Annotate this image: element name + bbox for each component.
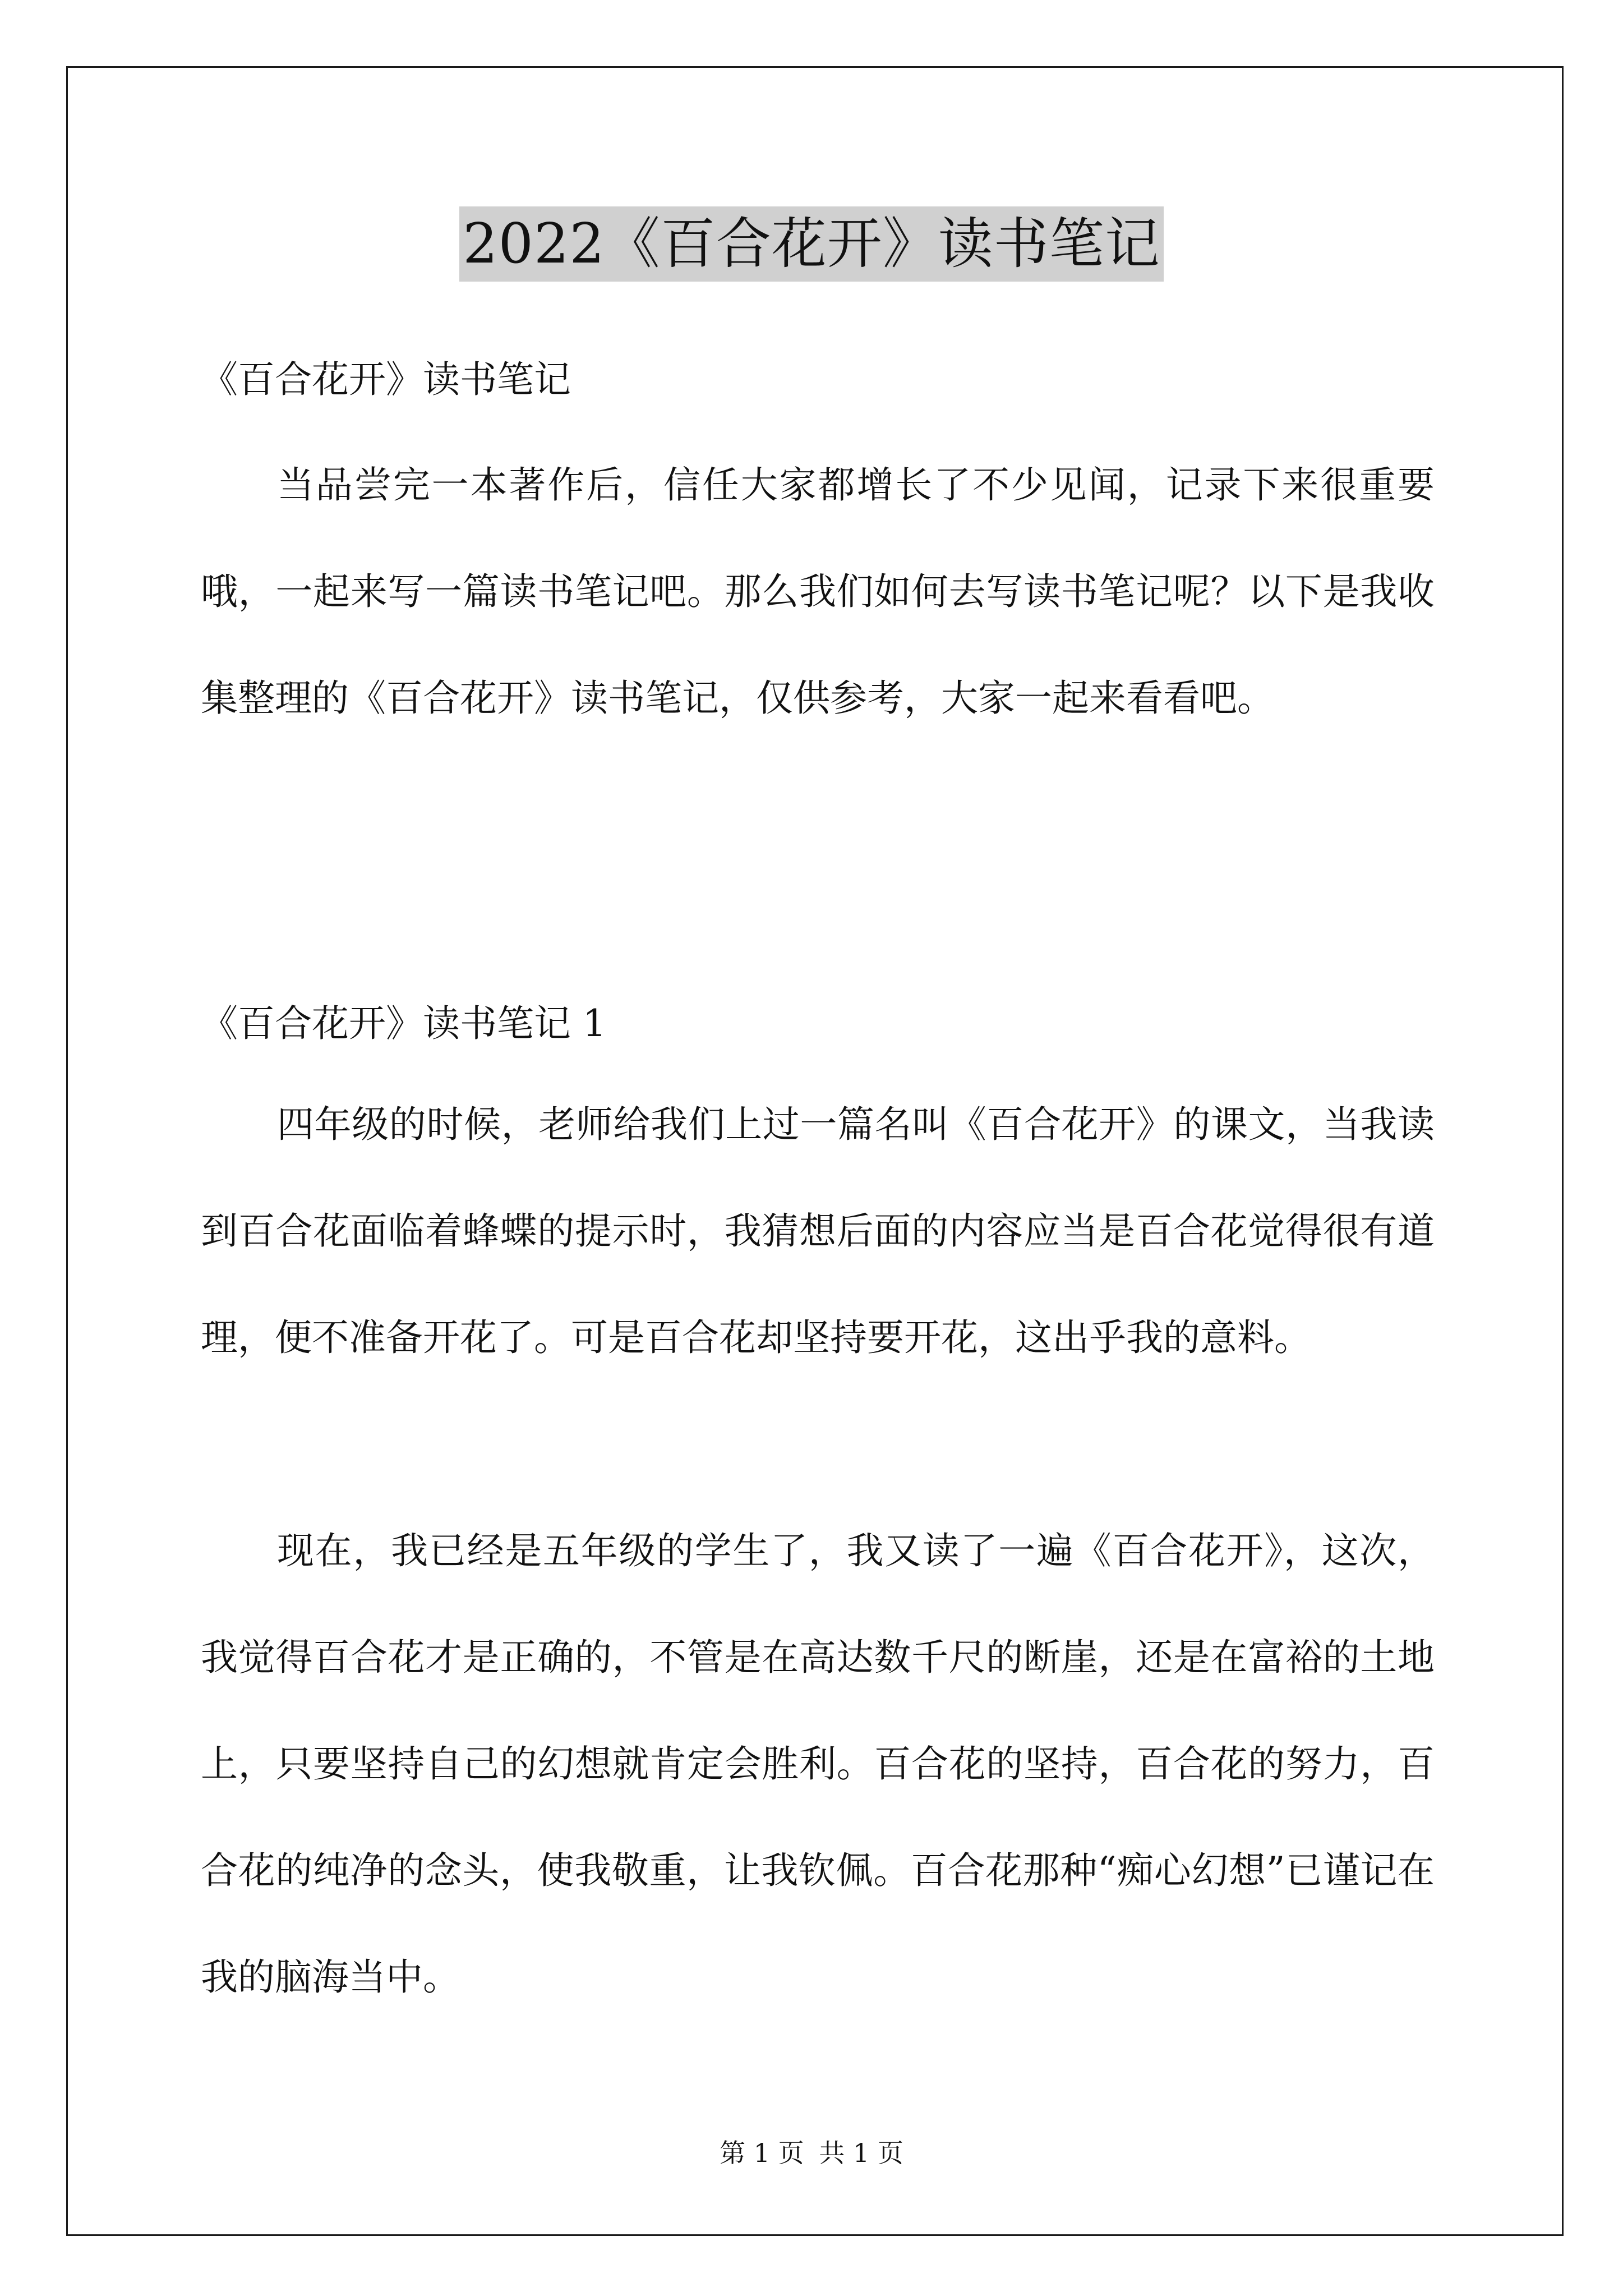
intro-paragraph: 当品尝完一本著作后，信任大家都增长了不少见闻，记录下来很重要哦，一起来写一篇读书笔记吧。那么我们如何去写读书笔记呢？以下是我收集整理的《百合花开》读书笔记，仅供参考，大家一起来看看吧。 (201, 463, 1435, 720)
page-number: 第 1 页 (720, 2138, 804, 2168)
document-title: 2022《百合花开》读书笔记 (459, 206, 1163, 282)
body-paragraph-1: 四年级的时候，老师给我们上过一篇名叫《百合花开》的课文，当我读到百合花面临着蜂蝶的提示时，我猜想后面的内容应当是百合花觉得很有道理，便不准备开花了。可是百合花却坚持要开花，这出乎我的意料。 (201, 1103, 1435, 1359)
title-container (0, 206, 1623, 282)
subtitle: 《百合花开》读书笔记 (201, 358, 571, 401)
page-footer (0, 2136, 1623, 2170)
page-total: 共 1 页 (819, 2138, 903, 2168)
body-paragraph-2: 现在，我已经是五年级的学生了，我又读了一遍《百合花开》，这次，我觉得百合花才是正确的，不管是在高达数千尺的断崖，还是在富裕的土地上，只要坚持自己的幻想就肯定会胜利。百合花的坚持，百合花的努力，百合花的纯净的念头，使我敬重，让我钦佩。百合花那种“痴心幻想”已谨记在我的脑海当中。 (201, 1529, 1435, 1999)
section-heading: 《百合花开》读书笔记 1 (201, 1002, 606, 1045)
